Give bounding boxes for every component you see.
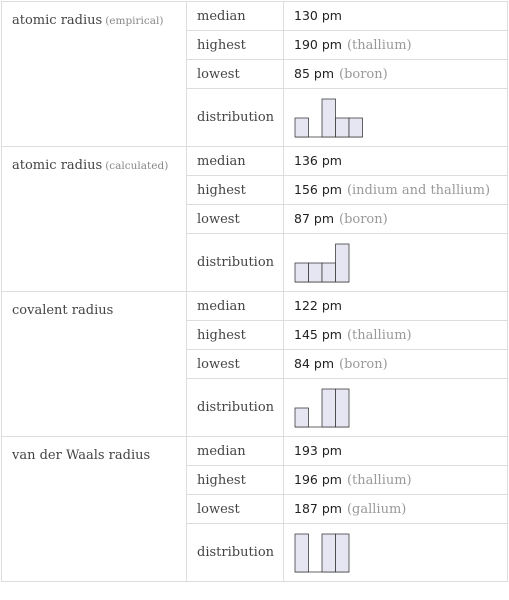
highest-element-note: (thallium) — [346, 328, 412, 343]
lowest-value: 87 pm — [294, 211, 334, 226]
highest-value: 196 pm — [294, 472, 342, 487]
highest-value-cell — [284, 321, 508, 350]
property-name: atomic radius — [12, 13, 103, 28]
median-value-cell — [284, 292, 508, 321]
distribution-value-cell — [284, 89, 508, 147]
median-value: 122 pm — [294, 298, 342, 313]
median-value-cell — [284, 437, 508, 466]
histogram-bar — [309, 263, 323, 282]
median-label: median — [187, 2, 284, 31]
lowest-value-cell — [284, 60, 508, 89]
median-value: 136 pm — [294, 153, 342, 168]
histogram-bar — [322, 534, 336, 572]
distribution-label: distribution — [187, 89, 284, 147]
highest-value: 156 pm — [294, 182, 342, 197]
property-name-cell — [2, 147, 187, 292]
histogram-bar — [295, 118, 309, 137]
median-value: 193 pm — [294, 443, 342, 458]
histogram-bar — [336, 118, 350, 137]
histogram-bar — [295, 408, 309, 427]
highest-label: highest — [187, 466, 284, 495]
median-value-cell — [284, 147, 508, 176]
lowest-element-note: (gallium) — [346, 502, 407, 517]
distribution-histogram — [294, 98, 364, 138]
highest-element-note: (indium and thallium) — [346, 183, 491, 198]
lowest-element-note: (boron) — [339, 67, 388, 82]
property-row — [2, 2, 508, 31]
lowest-value-cell — [284, 495, 508, 524]
distribution-histogram — [294, 533, 350, 573]
distribution-label: distribution — [187, 234, 284, 292]
highest-value-cell — [284, 176, 508, 205]
property-row — [2, 292, 508, 321]
histogram-bar — [322, 99, 336, 137]
lowest-value: 85 pm — [294, 66, 334, 81]
median-value-cell — [284, 2, 508, 31]
histogram-bar — [295, 263, 309, 282]
histogram-bar — [322, 263, 336, 282]
lowest-label: lowest — [187, 60, 284, 89]
lowest-value: 84 pm — [294, 356, 334, 371]
distribution-label: distribution — [187, 524, 284, 582]
highest-label: highest — [187, 321, 284, 350]
distribution-value-cell — [284, 524, 508, 582]
distribution-value-cell — [284, 379, 508, 437]
distribution-label: distribution — [187, 379, 284, 437]
property-qualifier: (empirical) — [105, 15, 164, 27]
property-name-cell — [2, 2, 187, 147]
lowest-value-cell — [284, 205, 508, 234]
property-name: van der Waals radius — [12, 448, 151, 463]
property-row — [2, 437, 508, 466]
histogram-bar — [295, 534, 309, 572]
lowest-element-note: (boron) — [339, 357, 388, 372]
distribution-histogram — [294, 388, 350, 428]
distribution-value-cell — [284, 234, 508, 292]
median-label: median — [187, 437, 284, 466]
lowest-label: lowest — [187, 495, 284, 524]
highest-value: 190 pm — [294, 37, 342, 52]
median-label: median — [187, 147, 284, 176]
property-name-cell — [2, 437, 187, 582]
histogram-bar — [349, 118, 363, 137]
property-name: covalent radius — [12, 303, 114, 318]
highest-label: highest — [187, 176, 284, 205]
median-label: median — [187, 292, 284, 321]
highest-value: 145 pm — [294, 327, 342, 342]
property-name-cell — [2, 292, 187, 437]
median-value: 130 pm — [294, 8, 342, 23]
histogram-bar — [322, 389, 336, 427]
lowest-label: lowest — [187, 205, 284, 234]
highest-value-cell — [284, 31, 508, 60]
properties-table — [1, 1, 508, 582]
highest-element-note: (thallium) — [346, 473, 412, 488]
property-row — [2, 147, 508, 176]
highest-value-cell — [284, 466, 508, 495]
lowest-value: 187 pm — [294, 501, 342, 516]
lowest-element-note: (boron) — [339, 212, 388, 227]
lowest-label: lowest — [187, 350, 284, 379]
property-qualifier: (calculated) — [105, 160, 169, 172]
distribution-histogram — [294, 243, 350, 283]
histogram-bar — [336, 534, 350, 572]
histogram-bar — [336, 244, 350, 282]
highest-element-note: (thallium) — [346, 38, 412, 53]
property-name: atomic radius — [12, 158, 103, 173]
histogram-bar — [336, 389, 350, 427]
highest-label: highest — [187, 31, 284, 60]
lowest-value-cell — [284, 350, 508, 379]
